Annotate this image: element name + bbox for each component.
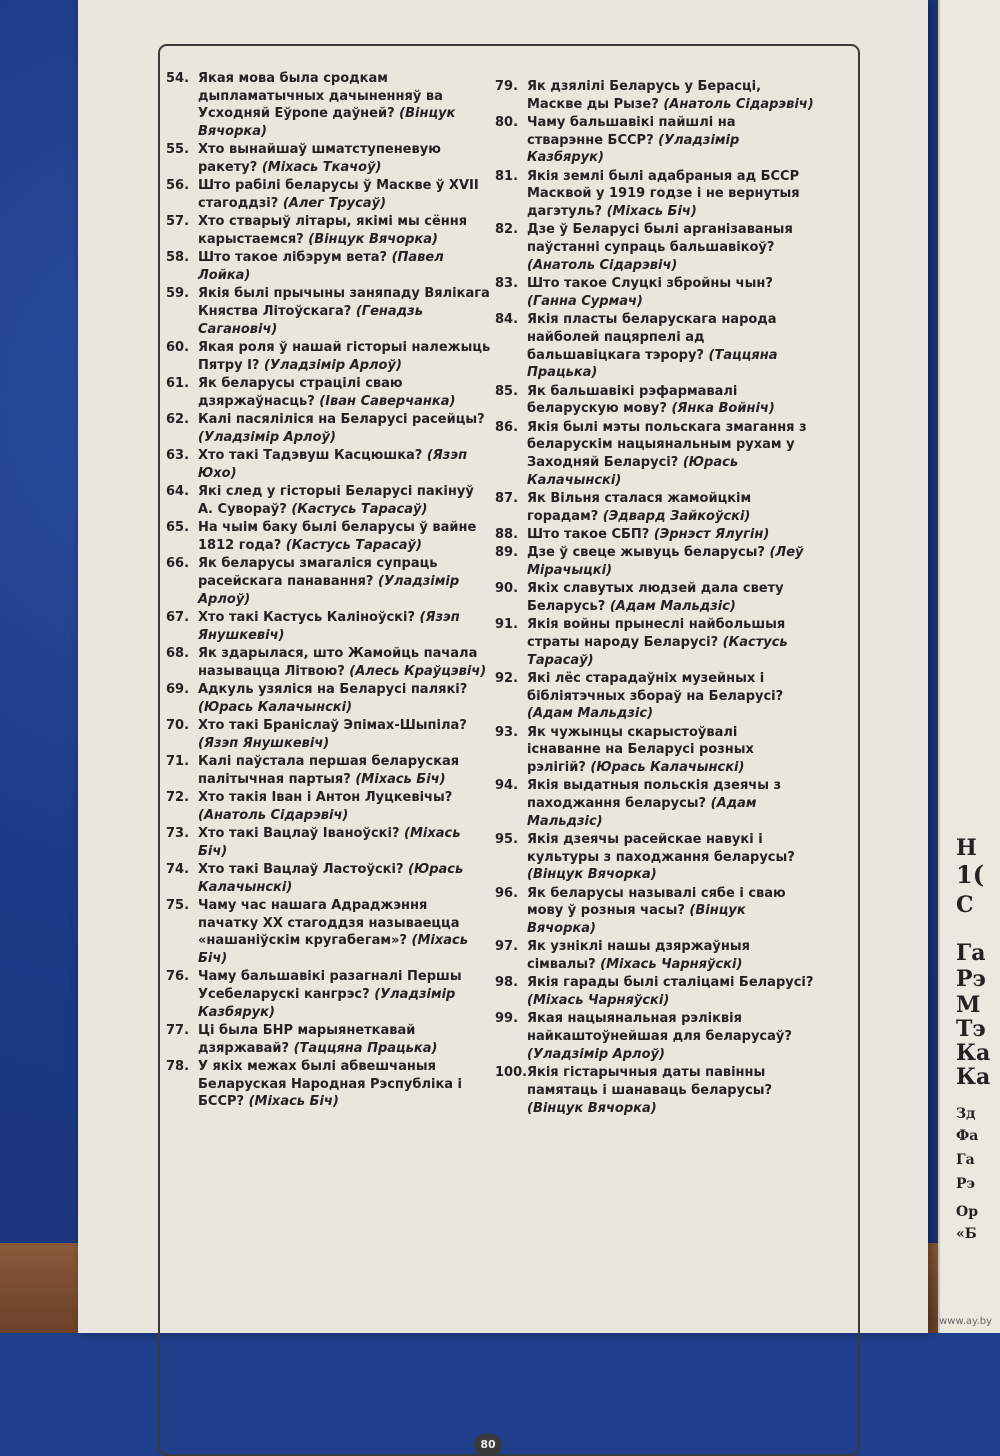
- question-number: 93.: [495, 724, 519, 740]
- question-text: Якія пласты беларускага народа найболей пацярпелі ад бальшавіцкага тэрору?: [527, 312, 777, 363]
- adjacent-page-text: Га: [956, 1152, 975, 1168]
- question-item: [495, 724, 815, 777]
- question-author: (Уладзімір Казбярук): [527, 132, 740, 166]
- question-number: 92.: [495, 670, 519, 686]
- question-author: (Міхась Біч): [198, 933, 468, 966]
- question-number: 96.: [495, 885, 519, 901]
- question-number: 72.: [166, 789, 190, 805]
- question-item: [166, 70, 491, 141]
- question-number: 61.: [166, 376, 190, 392]
- question-number: 87.: [495, 490, 519, 506]
- question-author: (Кастусь Тарасаў): [527, 634, 788, 668]
- adjacent-page-text: М: [956, 992, 981, 1018]
- question-author: (Ганна Сурмач): [527, 293, 643, 309]
- question-author: (Адам Мальдзіс): [527, 706, 654, 722]
- question-item: [166, 249, 491, 284]
- question-item: [166, 285, 491, 338]
- question-item: [495, 1010, 815, 1063]
- question-number: 65.: [166, 520, 190, 536]
- question-text: Якая роля ў нашай гісторыі належыць Пятру I?: [198, 340, 491, 373]
- question-number: 67.: [166, 609, 190, 625]
- question-item: [495, 383, 815, 418]
- question-text: Якая мова была сродкам дыпламатычных дачыненняў ва Усходняй Еўропе даўней?: [198, 71, 443, 122]
- question-author: (Язэп Юхо): [198, 448, 468, 481]
- question-text: Хто стварыў літары, якімі мы сёння карыстаемся?: [198, 214, 468, 248]
- question-item: [495, 221, 815, 274]
- question-author: (Вінцук Вячорка): [527, 1100, 657, 1116]
- question-text: Дзе ў Беларусі былі арганізаваныя паўстанні супраць бальшавікоў?: [527, 222, 793, 256]
- question-author: (Уладзімір Арлоў): [198, 573, 460, 607]
- question-text: Хто такія Іван і Антон Луцкевічы?: [198, 789, 453, 805]
- question-item: [166, 213, 491, 248]
- adjacent-page-text: «Б: [956, 1226, 977, 1242]
- question-author: (Адам Мальдзіс): [609, 598, 736, 614]
- question-text: Што рабілі беларусы ў Маскве ў XVII стагоддзі?: [198, 178, 479, 212]
- question-author: (Іван Саверчанка): [319, 393, 456, 409]
- question-text: Што такое Слуцкі збройны чын?: [527, 276, 773, 292]
- adjacent-page-text: 1(: [956, 860, 985, 889]
- question-item: [166, 1022, 491, 1057]
- question-text: Як дзялілі Беларусь у Берасці, Маскве ды Рызе?: [527, 79, 762, 112]
- question-item: [166, 483, 491, 518]
- question-item: [166, 681, 491, 716]
- question-number: 73.: [166, 825, 190, 841]
- question-author: (Адам Мальдзіс): [527, 796, 757, 829]
- question-number: 80.: [495, 115, 519, 130]
- question-text: Як здарылася, што Жамойць пачала называцца Літвою?: [198, 645, 478, 679]
- question-text: Чаму бальшавікі разагналі Першы Усебеларускі кангрэс?: [198, 969, 462, 1002]
- question-number: 71.: [166, 753, 190, 769]
- question-author: (Вінцук Вячорка): [308, 232, 438, 248]
- question-author: (Леў Мірачыцкі): [527, 545, 804, 578]
- question-text: Якія выдатныя польскія дзеячы з паходжання беларусы?: [527, 778, 782, 812]
- question-text: Якія былі мэты польскага змагання з беларускім нацыянальным рухам у Заходняй Беларусі?: [527, 419, 807, 470]
- question-number: 94.: [495, 778, 519, 794]
- question-author: (Алег Трусаў): [282, 196, 387, 212]
- question-number: 54.: [166, 71, 190, 86]
- question-text: Хто такі Вацлаў Іваноўскі?: [198, 825, 400, 841]
- question-item: [166, 753, 491, 788]
- question-item: [495, 419, 815, 490]
- question-author: (Эрнэст Ялугін): [653, 526, 770, 542]
- question-item: [495, 526, 815, 544]
- question-number: 66.: [166, 556, 190, 572]
- question-number: 89.: [495, 545, 519, 561]
- question-item: [495, 114, 815, 167]
- question-number: 91.: [495, 617, 519, 633]
- question-item: [166, 861, 491, 896]
- adjacent-page-text: Ка: [956, 1064, 991, 1090]
- question-author: (Анатоль Сідарэвіч): [663, 96, 814, 112]
- adjacent-page-text: Тэ: [956, 1016, 986, 1042]
- question-item: [166, 717, 491, 752]
- question-author: (Язэп Янушкевіч): [198, 735, 330, 751]
- question-author: (Уладзімір Арлоў): [198, 429, 336, 445]
- question-text: Якія дзеячы расейскае навукі і культуры з паходжання беларусы?: [527, 832, 795, 865]
- question-text: Якія землі былі адабраныя ад БССР Масквой у 1919 годзе і не вернутыя дагэтуль?: [527, 168, 800, 220]
- question-text: Як бальшавікі рэфармавалі беларускую мову?: [527, 383, 738, 417]
- question-item: [495, 275, 815, 310]
- question-text: Хто вынайшаў шматступеневую ракету?: [198, 142, 441, 176]
- question-item: [495, 938, 815, 973]
- question-text: Дзе ў свеце жывуць беларусы?: [527, 545, 765, 561]
- question-author: (Юрась Калачынскі): [590, 760, 745, 776]
- question-number: 75.: [166, 897, 190, 913]
- question-author: (Анатоль Сідарэвіч): [198, 807, 349, 823]
- adjacent-page-text: Ка: [956, 1040, 991, 1066]
- question-number: 98.: [495, 975, 519, 991]
- question-number: 99.: [495, 1011, 519, 1027]
- question-item: [495, 670, 815, 723]
- question-text: Якія войны прынеслі найбольшыя страты народу Беларусі?: [527, 617, 786, 650]
- question-item: [166, 519, 491, 554]
- question-text: Што такое лібэрум вета?: [198, 250, 388, 266]
- question-text: Чаму час нашага Адраджэння пачатку XX стагоддзя называецца «нашаніўскім кругабегам»?: [198, 897, 460, 949]
- question-number: 97.: [495, 939, 519, 955]
- question-number: 77.: [166, 1022, 190, 1038]
- question-item: [166, 339, 491, 374]
- question-number: 95.: [495, 832, 519, 848]
- question-author: (Уладзімір Казбярук): [198, 986, 456, 1020]
- question-author: (Юрась Калачынскі): [198, 861, 464, 895]
- question-text: Якія гістарычныя даты павінны памятаць і шанаваць беларусы?: [527, 1065, 773, 1098]
- question-author: (Алесь Краўцэвіч): [349, 663, 487, 679]
- questions-left-column: [166, 70, 491, 1112]
- question-author: (Міхась Чарняўскі): [600, 957, 743, 973]
- question-author: (Вінцук Вячорка): [527, 867, 657, 883]
- questions-right-column: [495, 78, 815, 1118]
- question-author: (Уладзімір Арлоў): [263, 357, 402, 373]
- question-item: [166, 897, 491, 968]
- question-number: 90.: [495, 581, 519, 597]
- question-item: [166, 789, 491, 824]
- question-item: [166, 411, 491, 446]
- question-number: 76.: [166, 969, 190, 985]
- question-author: (Міхась Чарняўскі): [527, 993, 670, 1009]
- question-number: 100.: [495, 1065, 528, 1081]
- question-number: 82.: [495, 222, 519, 238]
- question-item: [166, 609, 491, 644]
- question-item: [166, 645, 491, 680]
- question-text: Адкуль узяліся на Беларусі палякі?: [198, 681, 468, 697]
- question-number: 81.: [495, 168, 519, 184]
- question-author: (Міхась Ткачоў): [261, 160, 382, 176]
- question-item: [495, 831, 815, 884]
- question-text: Хто такі Тадэвуш Касцюшка?: [198, 448, 423, 464]
- question-item: [495, 168, 815, 221]
- question-text: Хто такі Вацлаў Ластоўскі?: [198, 861, 404, 877]
- adjacent-page-text: Фа: [956, 1128, 979, 1144]
- adjacent-page-text: Рэ: [956, 966, 986, 992]
- question-number: 69.: [166, 681, 190, 697]
- question-item: [495, 616, 815, 669]
- question-author: (Кастусь Тарасаў): [291, 501, 428, 517]
- question-text: Чаму бальшавікі пайшлі на стварэнне БССР?: [527, 115, 736, 148]
- question-author: (Міхась Біч): [606, 204, 697, 220]
- question-text: Як Вільня сталася жамойцкім горадам?: [527, 490, 752, 524]
- question-author: (Вінцук Вячорка): [198, 106, 456, 140]
- question-number: 57.: [166, 214, 190, 230]
- question-text: Як беларусы змагаліся супраць расейскага панавання?: [198, 556, 438, 589]
- question-text: У якіх межах былі абвешчаныя Беларуская Народная Рэспубліка і БССР?: [198, 1058, 463, 1110]
- question-author: (Генадзь Сагановіч): [198, 304, 423, 337]
- watermark: www.ay.by: [939, 1316, 992, 1327]
- question-number: 88.: [495, 526, 519, 542]
- adjacent-page-text: С: [956, 892, 974, 918]
- question-author: (Анатоль Сідарэвіч): [527, 257, 678, 273]
- question-author: (Таццяна Працька): [293, 1040, 438, 1056]
- question-author: (Павел Лойка): [198, 250, 444, 284]
- question-author: (Міхась Біч): [355, 771, 446, 787]
- question-number: 84.: [495, 312, 519, 328]
- question-author: (Міхась Біч): [198, 825, 461, 859]
- question-item: [495, 490, 815, 525]
- question-number: 78.: [166, 1058, 190, 1074]
- question-text: Калі паўстала першая беларуская палітычная партыя?: [198, 753, 460, 787]
- question-author: (Янка Войніч): [671, 401, 775, 417]
- question-author: (Вінцук Вячорка): [527, 903, 746, 937]
- question-item: [166, 825, 491, 860]
- question-number: 64.: [166, 484, 190, 500]
- question-author: (Язэп Янушкевіч): [198, 609, 460, 643]
- question-number: 85.: [495, 383, 519, 399]
- adjacent-page-text: Н: [956, 835, 977, 861]
- question-author: (Эдвард Зайкоўскі): [602, 508, 751, 524]
- question-number: 56.: [166, 178, 190, 194]
- question-item: [495, 777, 815, 830]
- question-text: Які лёс старадаўніх музейных і бібліятэчных збораў на Беларусі?: [527, 670, 784, 704]
- question-number: 62.: [166, 412, 190, 428]
- question-item: [166, 968, 491, 1021]
- question-number: 59.: [166, 286, 190, 302]
- question-item: [166, 1058, 491, 1111]
- question-number: 55.: [166, 142, 190, 158]
- adjacent-page-text: Рэ: [956, 1176, 976, 1192]
- question-number: 74.: [166, 861, 190, 877]
- adjacent-page-text: Ор: [956, 1204, 978, 1220]
- question-text: Як беларусы страцілі сваю дзяржаўнасць?: [198, 376, 403, 409]
- question-author: (Юрась Калачынскі): [198, 699, 353, 715]
- question-item: [166, 555, 491, 608]
- question-number: 68.: [166, 645, 190, 661]
- question-text: Якія гарады былі сталіцамі Беларусі?: [527, 975, 814, 991]
- question-author: (Уладзімір Арлоў): [527, 1046, 665, 1062]
- adjacent-page-text: Зд: [956, 1106, 976, 1122]
- question-item: [495, 580, 815, 615]
- question-author: (Міхась Біч): [248, 1094, 339, 1110]
- question-text: Як беларусы называлі сябе і сваю мову ў розныя часы?: [527, 885, 786, 919]
- question-number: 70.: [166, 717, 190, 733]
- question-number: 86.: [495, 419, 519, 435]
- question-text: Якія былі прычыны заняпаду Вялікага Княства Літоўскага?: [198, 286, 490, 320]
- question-item: [495, 311, 815, 382]
- question-item: [166, 177, 491, 212]
- question-item: [166, 375, 491, 410]
- question-number: 58.: [166, 250, 190, 266]
- question-text: Які след у гісторыі Беларусі пакінуў А. Сувораў?: [198, 484, 474, 517]
- question-author: (Юрась Калачынскі): [527, 454, 739, 488]
- question-item: [495, 78, 815, 113]
- page-number: 80: [474, 1434, 502, 1456]
- question-item: [495, 974, 815, 1009]
- question-number: 63.: [166, 448, 190, 464]
- question-text: Якіх славутых людзей дала свету Беларусь?: [527, 581, 784, 614]
- question-number: 60.: [166, 340, 190, 356]
- question-author: (Кастусь Тарасаў): [285, 537, 422, 553]
- question-text: Што такое СБП?: [527, 526, 650, 542]
- question-item: [495, 885, 815, 938]
- question-text: Як чужынцы скарыстоўвалі існаванне на Беларусі розных рэлігій?: [527, 724, 754, 776]
- question-text: Як узніклі нашы дзяржаўныя сімвалы?: [527, 939, 750, 973]
- adjacent-page-text: Га: [956, 940, 986, 966]
- question-number: 79.: [495, 79, 519, 94]
- question-item: [495, 1064, 815, 1117]
- question-text: Хто такі Кастусь Каліноўскі?: [198, 609, 415, 625]
- question-text: Якая нацыянальная рэліквія найкаштоўнейшая для беларусаў?: [527, 1011, 792, 1045]
- question-item: [166, 141, 491, 176]
- question-text: Ці была БНР марыянеткавай дзяржавай?: [198, 1022, 416, 1056]
- question-text: Калі пасяліліся на Беларусі расейцы?: [198, 412, 485, 428]
- question-author: (Таццяна Працька): [527, 347, 778, 381]
- question-item: [166, 447, 491, 482]
- question-item: [495, 544, 815, 579]
- question-number: 83.: [495, 276, 519, 292]
- question-text: Хто такі Браніслаў Эпімах-Шыпіла?: [198, 717, 467, 733]
- question-text: На чыім баку былі беларусы ў вайне 1812 года?: [198, 520, 477, 553]
- adjacent-page-edge: [938, 0, 1000, 1333]
